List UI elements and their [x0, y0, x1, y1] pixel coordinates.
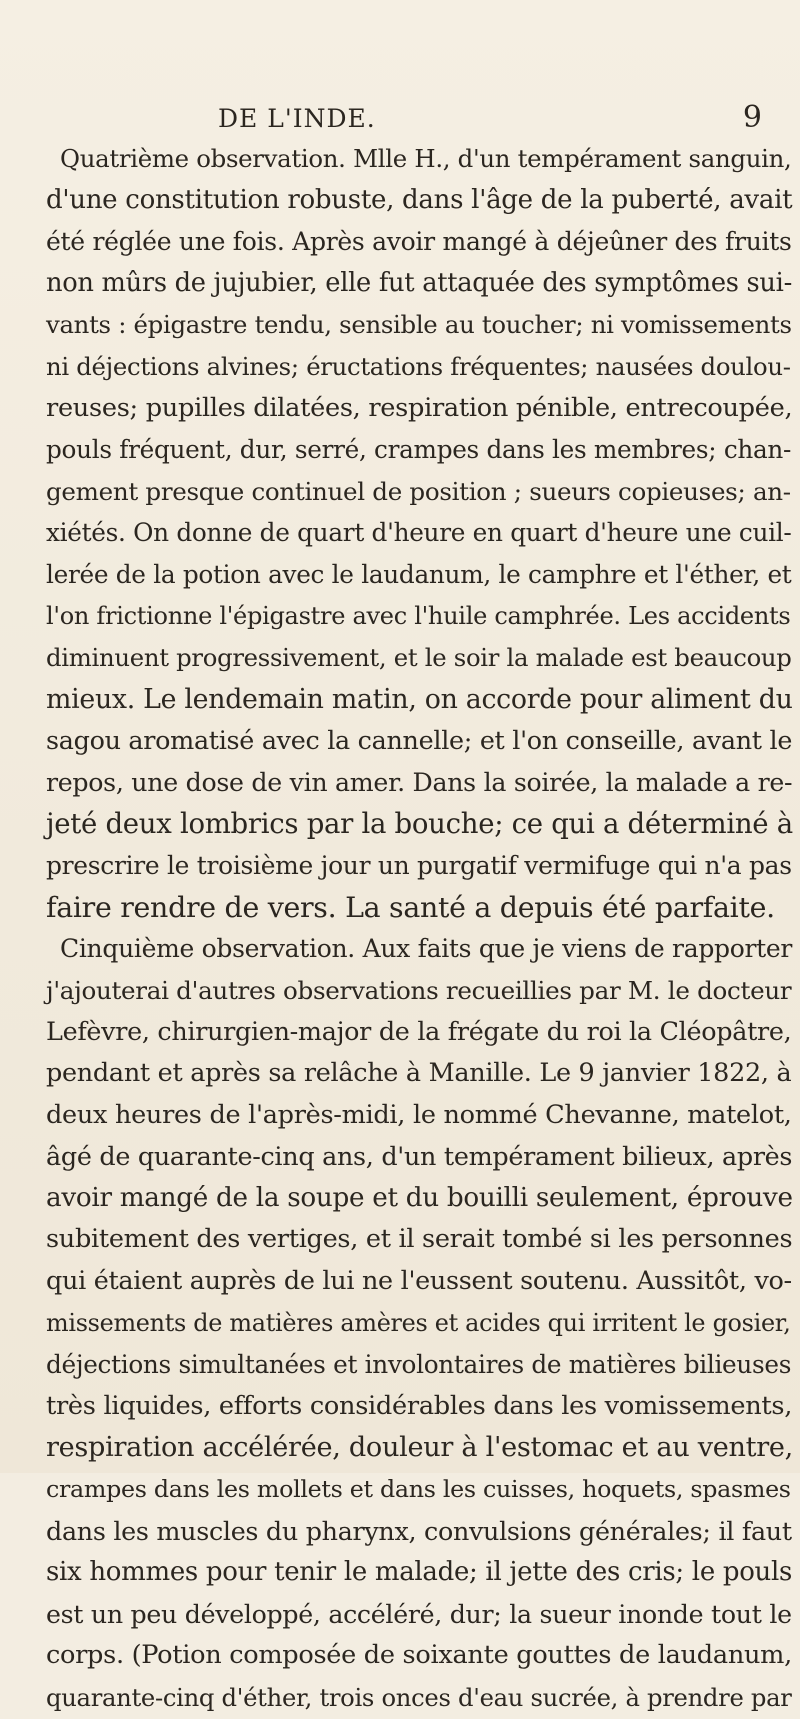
text-line: sagou aromatisé avec la cannelle; et l'on conseille, avant le	[46, 725, 793, 756]
text-line: faire rendre de vers. La santé a depuis été parfaite.	[46, 890, 775, 924]
text-line: quarante-cinq d'éther, trois onces d'eau sucrée, à prendre par	[46, 1682, 792, 1712]
text-line: prescrire le troisième jour un purgatif vermifuge qui n'a pas	[46, 851, 792, 881]
running-head: DE L'INDE.	[218, 104, 376, 133]
text-line: est un peu développé, accéléré, dur; la sueur inonde tout le	[46, 1599, 792, 1629]
text-line: d'une constitution robuste, dans l'âge de la puberté, avait	[46, 184, 793, 215]
text-line: jeté deux lombrics par la bouche; ce qui a déterminé à	[46, 807, 793, 840]
text-line: non mûrs de jujubier, elle fut attaquée des symptômes sui-	[46, 267, 792, 298]
text-line: vants : épigastre tendu, sensible au toucher; ni vomissements	[46, 310, 792, 340]
text-line: très liquides, efforts considérables dans les vomissements,	[46, 1390, 793, 1421]
text-line: âgé de quarante-cinq ans, d'un tempérament bilieux, après	[46, 1141, 793, 1172]
text-line: été réglée une fois. Après avoir mangé à déjeûner des fruits	[46, 227, 792, 257]
text-line: avoir mangé de la soupe et du bouilli seulement, éprouve	[46, 1182, 793, 1213]
text-line: six hommes pour tenir le malade; il jette des cris; le pouls	[46, 1557, 793, 1588]
text-line: gement presque continuel de position ; sueurs copieuses; an-	[46, 476, 791, 506]
text-line: lerée de la potion avec le laudanum, le camphre et l'éther, et	[46, 559, 792, 589]
text-line: Lefèvre, chirurgien-major de la frégate du roi la Cléopâtre,	[46, 1016, 792, 1047]
text-line: respiration accélérée, douleur à l'estomac et au ventre,	[46, 1432, 793, 1464]
text-line: reuses; pupilles dilatées, respiration pénible, entrecoupée,	[46, 392, 793, 423]
text-line: repos, une dose de vin amer. Dans la soirée, la malade a re-	[46, 767, 793, 797]
text-line: qui étaient auprès de lui ne l'eussent soutenu. Aussitôt, vo-	[46, 1266, 792, 1297]
text-line: Quatrième observation. Mlle H., d'un tempérament sanguin,	[60, 144, 792, 173]
text-line: diminuent progressivement, et le soir la malade est beaucoup	[46, 643, 792, 673]
text-line: mieux. Le lendemain matin, on accorde pour aliment du	[46, 683, 793, 715]
text-line: corps. (Potion composée de soixante gouttes de laudanum,	[46, 1640, 792, 1671]
body-text	[46, 138, 798, 1719]
text-line: dans les muscles du pharynx, convulsions générales; il faut	[46, 1515, 792, 1546]
page-number: 9	[742, 100, 762, 135]
text-line: deux heures de l'après-midi, le nommé Chevanne, matelot,	[46, 1099, 792, 1130]
text-line: missements de matières amères et acides qui irritent le gosier,	[46, 1308, 791, 1337]
text-line: j'ajouterai d'autres observations recueillies par M. le docteur	[46, 975, 792, 1005]
text-line: ni déjections alvines; éructations fréquentes; nausées doulou-	[46, 351, 791, 381]
text-line: crampes dans les mollets et dans les cuisses, hoquets, spasmes	[46, 1475, 791, 1503]
text-line: l'on frictionne l'épigastre avec l'huile camphrée. Les accidents	[46, 601, 791, 630]
text-line: pouls fréquent, dur, serré, crampes dans les membres; chan-	[46, 435, 792, 465]
page-header	[30, 100, 772, 140]
text-line: déjections simultanées et involontaires de matières bilieuses	[46, 1350, 792, 1380]
text-line: xiétés. On donne de quart d'heure en quart d'heure une cuil-	[46, 518, 792, 548]
text-line: Cinquième observation. Aux faits que je viens de rapporter	[60, 934, 793, 964]
text-line: pendant et après sa relâche à Manille. Le 9 janvier 1822, à	[46, 1058, 792, 1089]
text-line: subitement des vertiges, et il serait tombé si les personnes	[46, 1224, 793, 1255]
